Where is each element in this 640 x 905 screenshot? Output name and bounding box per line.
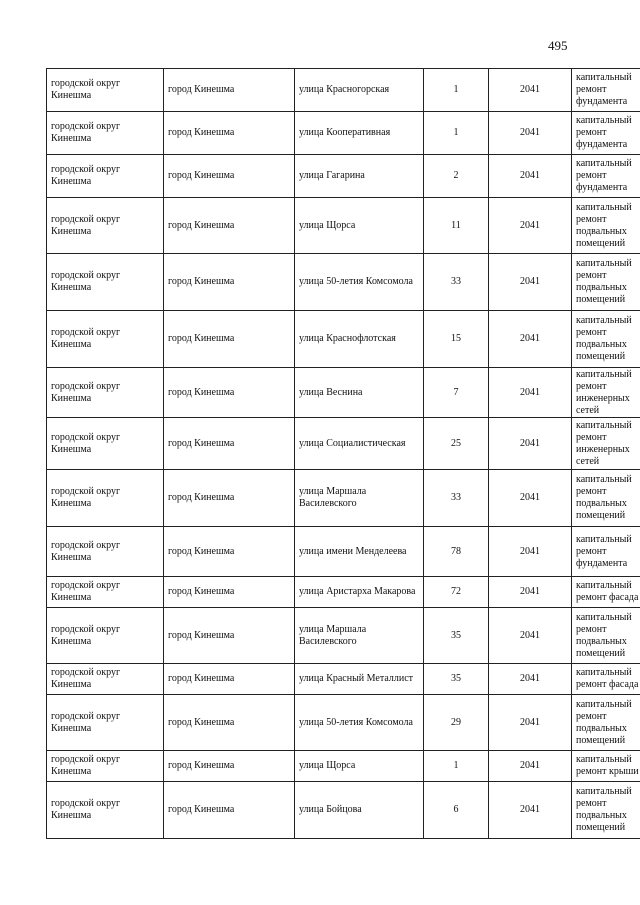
table-row xyxy=(47,311,640,368)
work-type-cell: капитальный ремонт фундамента xyxy=(572,112,640,155)
okrug-cell: городской округ Кинешма xyxy=(47,695,164,751)
house-number-cell: 1 xyxy=(424,751,489,782)
city-cell: город Кинешма xyxy=(164,527,295,577)
street-cell: улица Гагарина xyxy=(295,155,424,198)
city-cell: город Кинешма xyxy=(164,368,295,418)
work-type-cell: капитальный ремонт фундамента xyxy=(572,155,640,198)
house-number-cell: 25 xyxy=(424,418,489,470)
house-number-cell: 2 xyxy=(424,155,489,198)
okrug-cell: городской округ Кинешма xyxy=(47,198,164,254)
city-cell: город Кинешма xyxy=(164,664,295,695)
city-cell: город Кинешма xyxy=(164,69,295,112)
work-type-cell: капитальный ремонт фасада xyxy=(572,664,640,695)
year-cell: 2041 xyxy=(489,155,572,198)
okrug-cell: городской округ Кинешма xyxy=(47,368,164,418)
table-body xyxy=(47,69,640,839)
house-number-cell: 7 xyxy=(424,368,489,418)
street-cell: улица Щорса xyxy=(295,751,424,782)
year-cell: 2041 xyxy=(489,782,572,839)
year-cell: 2041 xyxy=(489,664,572,695)
work-type-cell: капитальный ремонт подвальных помещений xyxy=(572,254,640,311)
city-cell: город Кинешма xyxy=(164,254,295,311)
city-cell: город Кинешма xyxy=(164,577,295,608)
year-cell: 2041 xyxy=(489,254,572,311)
okrug-cell: городской округ Кинешма xyxy=(47,782,164,839)
street-cell: улица Краснофлотская xyxy=(295,311,424,368)
city-cell: город Кинешма xyxy=(164,695,295,751)
okrug-cell: городской округ Кинешма xyxy=(47,69,164,112)
city-cell: город Кинешма xyxy=(164,608,295,664)
table-row xyxy=(47,664,640,695)
city-cell: город Кинешма xyxy=(164,782,295,839)
city-cell: город Кинешма xyxy=(164,198,295,254)
table-row xyxy=(47,470,640,527)
street-cell: улица 50-летия Комсомола xyxy=(295,695,424,751)
work-type-cell: капитальный ремонт фундамента xyxy=(572,527,640,577)
table-row xyxy=(47,577,640,608)
street-cell: улица Веснина xyxy=(295,368,424,418)
table-row xyxy=(47,155,640,198)
table-row xyxy=(47,608,640,664)
work-type-cell: капитальный ремонт подвальных помещений xyxy=(572,198,640,254)
house-number-cell: 11 xyxy=(424,198,489,254)
street-cell: улица Маршала Василевского xyxy=(295,608,424,664)
year-cell: 2041 xyxy=(489,198,572,254)
work-type-cell: капитальный ремонт фасада xyxy=(572,577,640,608)
table-row xyxy=(47,69,640,112)
year-cell: 2041 xyxy=(489,112,572,155)
okrug-cell: городской округ Кинешма xyxy=(47,254,164,311)
work-type-cell: капитальный ремонт подвальных помещений xyxy=(572,782,640,839)
page-number: 495 xyxy=(548,38,568,53)
street-cell: улица Социалистическая xyxy=(295,418,424,470)
house-number-cell: 29 xyxy=(424,695,489,751)
okrug-cell: городской округ Кинешма xyxy=(47,418,164,470)
city-cell: город Кинешма xyxy=(164,112,295,155)
year-cell: 2041 xyxy=(489,527,572,577)
city-cell: город Кинешма xyxy=(164,751,295,782)
street-cell: улица имени Менделеева xyxy=(295,527,424,577)
table-row xyxy=(47,782,640,839)
table-row xyxy=(47,368,640,418)
table-row xyxy=(47,527,640,577)
house-number-cell: 72 xyxy=(424,577,489,608)
year-cell: 2041 xyxy=(489,418,572,470)
city-cell: город Кинешма xyxy=(164,418,295,470)
table-row xyxy=(47,198,640,254)
street-cell: улица Бойцова xyxy=(295,782,424,839)
year-cell: 2041 xyxy=(489,608,572,664)
year-cell: 2041 xyxy=(489,311,572,368)
house-number-cell: 6 xyxy=(424,782,489,839)
house-number-cell: 33 xyxy=(424,254,489,311)
house-number-cell: 35 xyxy=(424,664,489,695)
city-cell: город Кинешма xyxy=(164,311,295,368)
work-type-cell: капитальный ремонт крыши xyxy=(572,751,640,782)
street-cell: улица Щорса xyxy=(295,198,424,254)
table-row xyxy=(47,418,640,470)
work-type-cell: капитальный ремонт подвальных помещений xyxy=(572,695,640,751)
work-type-cell: капитальный ремонт инженерных сетей xyxy=(572,418,640,470)
street-cell: улица Маршала Василевского xyxy=(295,470,424,527)
work-type-cell: капитальный ремонт фундамента xyxy=(572,69,640,112)
street-cell: улица Аристарха Макарова xyxy=(295,577,424,608)
table-row xyxy=(47,112,640,155)
okrug-cell: городской округ Кинешма xyxy=(47,577,164,608)
okrug-cell: городской округ Кинешма xyxy=(47,112,164,155)
house-number-cell: 1 xyxy=(424,112,489,155)
year-cell: 2041 xyxy=(489,577,572,608)
work-type-cell: капитальный ремонт подвальных помещений xyxy=(572,608,640,664)
work-type-cell: капитальный ремонт подвальных помещений xyxy=(572,311,640,368)
okrug-cell: городской округ Кинешма xyxy=(47,664,164,695)
okrug-cell: городской округ Кинешма xyxy=(47,155,164,198)
street-cell: улица Красный Металлист xyxy=(295,664,424,695)
year-cell: 2041 xyxy=(489,368,572,418)
repair-schedule-table xyxy=(46,68,640,839)
table-row xyxy=(47,695,640,751)
table-row xyxy=(47,254,640,311)
okrug-cell: городской округ Кинешма xyxy=(47,527,164,577)
year-cell: 2041 xyxy=(489,69,572,112)
year-cell: 2041 xyxy=(489,751,572,782)
okrug-cell: городской округ Кинешма xyxy=(47,608,164,664)
okrug-cell: городской округ Кинешма xyxy=(47,751,164,782)
year-cell: 2041 xyxy=(489,470,572,527)
house-number-cell: 78 xyxy=(424,527,489,577)
work-type-cell: капитальный ремонт инженерных сетей xyxy=(572,368,640,418)
house-number-cell: 35 xyxy=(424,608,489,664)
street-cell: улица Красногорская xyxy=(295,69,424,112)
table-row xyxy=(47,751,640,782)
city-cell: город Кинешма xyxy=(164,155,295,198)
house-number-cell: 1 xyxy=(424,69,489,112)
house-number-cell: 15 xyxy=(424,311,489,368)
house-number-cell: 33 xyxy=(424,470,489,527)
year-cell: 2041 xyxy=(489,695,572,751)
work-type-cell: капитальный ремонт подвальных помещений xyxy=(572,470,640,527)
okrug-cell: городской округ Кинешма xyxy=(47,311,164,368)
street-cell: улица Кооперативная xyxy=(295,112,424,155)
street-cell: улица 50-летия Комсомола xyxy=(295,254,424,311)
city-cell: город Кинешма xyxy=(164,470,295,527)
okrug-cell: городской округ Кинешма xyxy=(47,470,164,527)
